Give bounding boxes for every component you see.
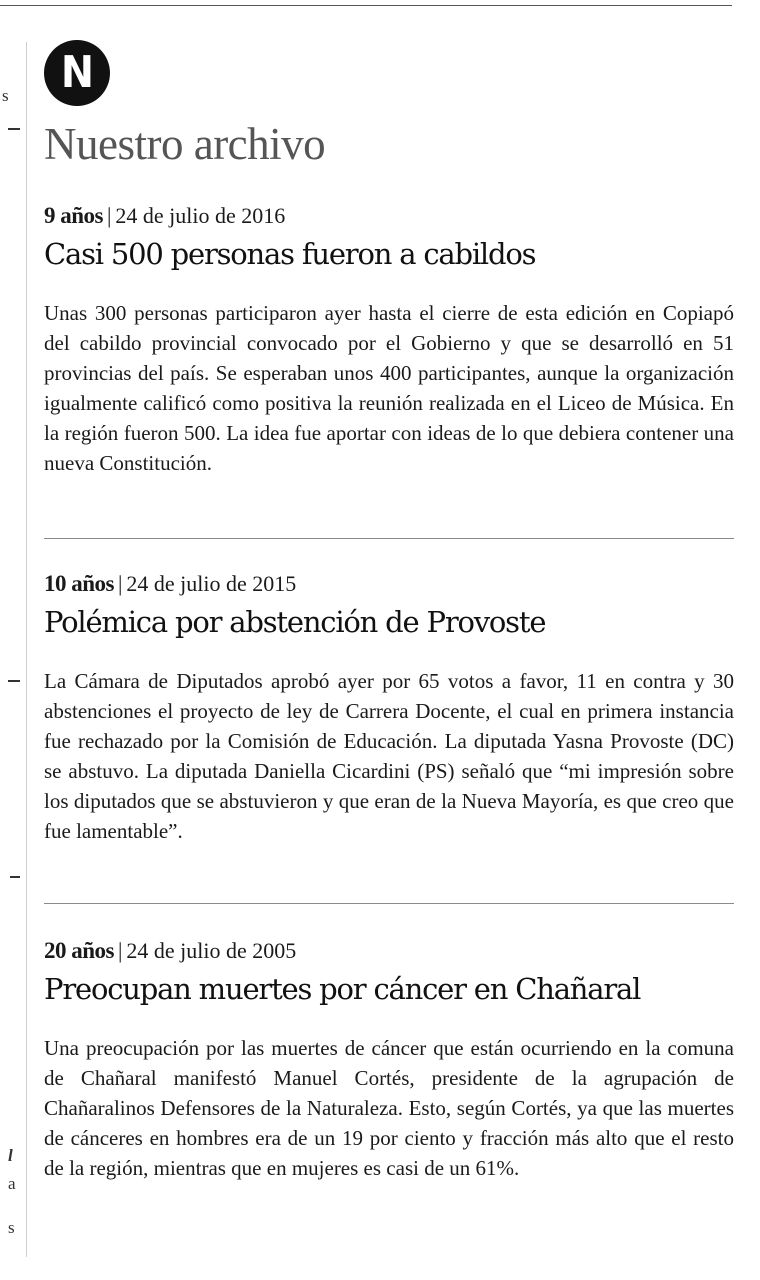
- archive-entry: [44, 570, 734, 846]
- entry-date: 24 de julio de 2005: [126, 938, 297, 963]
- entry-meta: [44, 937, 734, 965]
- section-title: Nuestro archivo: [44, 119, 326, 169]
- margin-dash: [8, 128, 20, 130]
- entry-body: Una preocupación por las muertes de cáncer que están ocurriendo en la comuna de Chañaral manifestó Manuel Cortés, presidente de la agrupación de Chañaralinos Defensores de la Naturaleza. Esto, según Cortés, ya que las muertes de cánceres en hombres era de un 19 por ciento y fracción más alto que el resto de la región, mientras que en mujeres es casi de un 61%.: [44, 1035, 734, 1180]
- margin-fragment: s: [8, 1218, 15, 1237]
- entry-meta: [44, 202, 734, 230]
- entry-body: La Cámara de Diputados aprobó ayer por 65 votos a favor, 11 en contra y 30 abstenciones el proyecto de ley de Carrera Docente, el cual en primera instancia fue rechazado por la Comisión de Educación. La diputada Yasna Provoste (DC) se abstuvo. La diputada Daniella Cicardini (PS) señaló que “mi impresión sobre los diputados que se abstuvieron y que eran de la Nueva Mayoría, es que creo que fue lamentable”.: [44, 668, 734, 843]
- margin-dash: [10, 876, 20, 878]
- section-logo: [44, 40, 110, 106]
- section-logo-letter: N: [60, 47, 94, 98]
- entry-years: 10 años: [44, 571, 114, 596]
- top-rule: [0, 5, 732, 6]
- entry-meta: [44, 570, 734, 598]
- entry-divider: [44, 903, 734, 904]
- archive-entry: [44, 202, 734, 478]
- entry-divider: [44, 538, 734, 539]
- column-divider: [26, 42, 27, 1257]
- adjacent-column-fragments: [0, 0, 22, 1280]
- entry-years: 9 años: [44, 203, 103, 228]
- entry-headline: Polémica por abstención de Provoste: [44, 604, 546, 639]
- margin-fragment: a: [8, 1174, 16, 1193]
- entry-separator: |: [118, 938, 123, 963]
- entry-date: 24 de julio de 2016: [115, 203, 286, 228]
- margin-fragment: s: [2, 86, 9, 105]
- entry-separator: |: [107, 203, 112, 228]
- entry-headline: Preocupan muertes por cáncer en Chañaral: [44, 971, 641, 1006]
- entry-body: Unas 300 personas participaron ayer hasta el cierre de esta edición en Copiapó del cabildo provincial convocado por el Gobierno y que se desarrolló en 51 provincias del país. Se esperaban unos 400 participantes, aunque la organización igualmente calificó como positiva la reunión realizada en el Liceo de Música. En la región fueron 500. La idea fue aportar con ideas de lo que debiera contener una nueva Constitución.: [44, 300, 734, 475]
- entry-date: 24 de julio de 2015: [126, 571, 297, 596]
- margin-dash: [8, 680, 20, 682]
- entry-separator: |: [118, 571, 123, 596]
- margin-fragment: l: [8, 1146, 13, 1165]
- entry-headline: Casi 500 personas fueron a cabildos: [44, 236, 536, 271]
- archive-entry: [44, 937, 734, 1183]
- entry-years: 20 años: [44, 938, 114, 963]
